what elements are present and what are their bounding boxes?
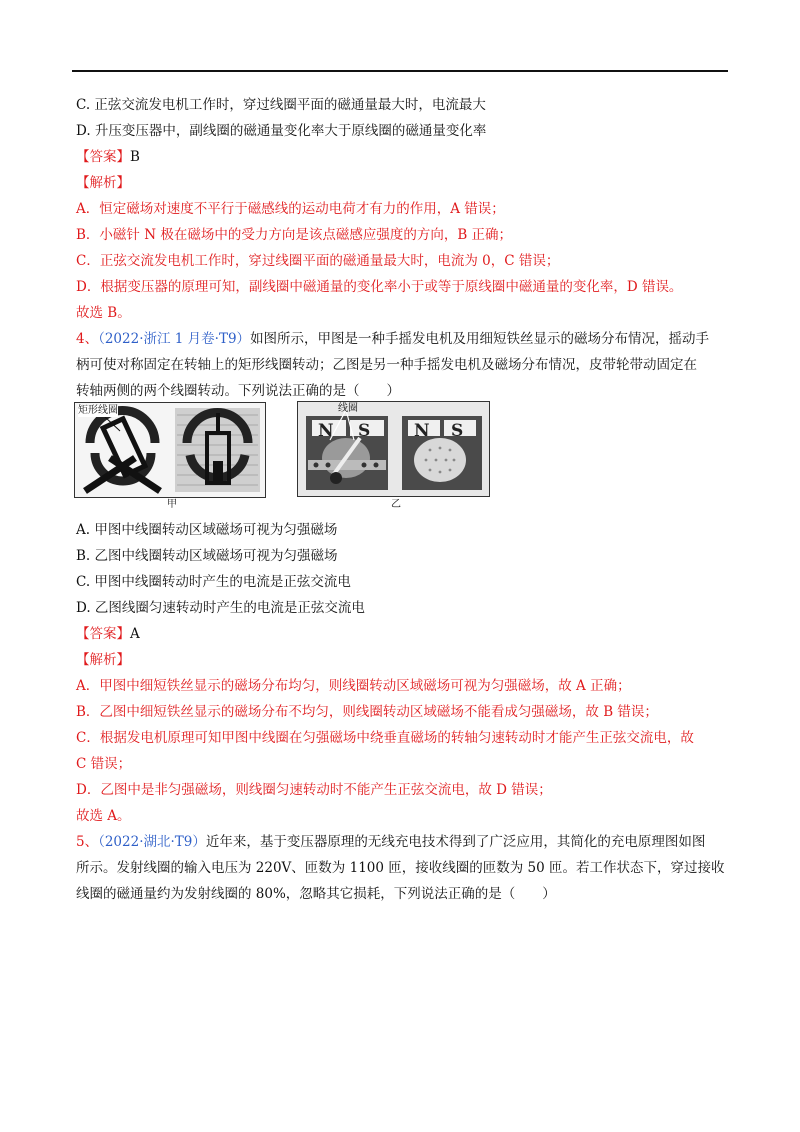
q3-analysis-label: 【解析】 xyxy=(76,175,130,191)
q4-stem-text: 如图所示，甲图是一种手摇发电机及用细短铁丝显示的磁场分布情况，摇动手 xyxy=(250,331,710,347)
pole-n-left: N xyxy=(318,421,334,441)
q3-option-c: C. 正弦交流发电机工作时，穿过线圈平面的磁通量最大时，电流最大 xyxy=(76,97,486,113)
q4-analysis-c: C．根据发电机原理可知甲图中线圈在匀强磁场中绕垂直磁场的转轴匀速转动时才能产生正弦交流电，故 xyxy=(76,730,694,746)
header-rule xyxy=(72,70,728,72)
q3-answer xyxy=(76,147,736,167)
q4-option-c: C. 甲图中线圈转动时产生的电流是正弦交流电 xyxy=(76,574,351,590)
pole-s-right: S xyxy=(451,421,464,441)
q4-option-b: B. 乙图中线圈转动区域磁场可视为匀强磁场 xyxy=(76,548,338,564)
pole-s-left: S xyxy=(358,421,371,441)
pole-n-right: N xyxy=(414,421,430,441)
figure-jia-illustration xyxy=(75,403,265,497)
figure-yi xyxy=(297,401,490,497)
caption-jia: 甲 xyxy=(167,499,177,510)
q4-stem-line-3: 转轴两侧的两个线圈转动。下列说法正确的是（ ） xyxy=(76,383,400,399)
answer-value: B xyxy=(130,149,140,165)
q4-source: （2022·浙江 1 月卷·T9） xyxy=(98,331,251,347)
q4-conclusion: 故选 A。 xyxy=(76,808,131,824)
answer-label: 【答案】 xyxy=(76,149,130,165)
q3-analysis-a: A．恒定磁场对速度不平行于磁感线的运动电荷才有力的作用，A 错误； xyxy=(76,201,505,217)
answer-label: 【答案】 xyxy=(76,626,130,642)
figure-yi-illustration xyxy=(298,402,489,496)
q4-option-d: D. 乙图线圈匀速转动时产生的电流是正弦交流电 xyxy=(76,600,365,616)
q4-number: 4、 xyxy=(76,331,99,347)
q5-source: （2022·湖北·T9） xyxy=(98,834,206,850)
q4-analysis-a: A．甲图中细短铁丝显示的磁场分布均匀，则线圈转动区域磁场可视为匀强磁场，故 A 正确； xyxy=(76,678,631,694)
q3-analysis-c: C．正弦交流发电机工作时，穿过线圈平面的磁通量最大时，电流为 0，C 错误； xyxy=(76,253,560,269)
q5-stem-line-3: 线圈的磁通量约为发射线圈的 80%，忽略其它损耗，下列说法正确的是（ ） xyxy=(76,886,556,902)
q5-stem-line-1 xyxy=(76,832,736,852)
q4-stem-line-2: 柄可使对称固定在转轴上的矩形线圈转动；乙图是另一种手摇发电机及磁场分布情况，皮带轮带动固定在 xyxy=(76,357,697,373)
q5-stem-line-2: 所示。发射线圈的输入电压为 220V、匝数为 1100 匝，接收线圈的匝数为 50 匝。若工作状态下，穿过接收 xyxy=(76,860,725,876)
q3-analysis-d: D．根据变压器的原理可知，副线圈中磁通量的变化率小于或等于原线圈中磁通量的变化率，D 错误。 xyxy=(76,279,683,295)
q3-analysis-b: B．小磁针 N 极在磁场中的受力方向是该点磁感应强度的方向，B 正确； xyxy=(76,227,513,243)
q4-stem-line-1 xyxy=(76,329,736,349)
figure-jia xyxy=(74,402,266,498)
q4-analysis-b: B．乙图中细短铁丝显示的磁场分布不均匀，则线圈转动区域磁场不能看成匀强磁场，故 B 错误； xyxy=(76,704,658,720)
label-rectangular-coil: 矩形线圈 xyxy=(78,405,118,416)
q4-analysis-label: 【解析】 xyxy=(76,652,130,668)
q4-answer xyxy=(76,624,736,644)
q5-number: 5、 xyxy=(76,834,99,850)
q4-analysis-d: D．乙图中是非匀强磁场，则线圈匀速转动时不能产生正弦交流电，故 D 错误； xyxy=(76,782,552,798)
q3-conclusion: 故选 B。 xyxy=(76,305,131,321)
answer-value: A xyxy=(130,626,140,642)
label-coil: 线圈 xyxy=(338,403,358,414)
q5-stem-text: 近年来，基于变压器原理的无线充电技术得到了广泛应用，其简化的充电原理图如图 xyxy=(205,834,706,850)
q3-option-d: D. 升压变压器中，副线圈的磁通量变化率大于原线圈的磁通量变化率 xyxy=(76,123,487,139)
q4-analysis-c-cont: C 错误； xyxy=(76,756,132,772)
caption-yi: 乙 xyxy=(391,499,401,510)
q4-option-a: A. 甲图中线圈转动区域磁场可视为匀强磁场 xyxy=(76,522,338,538)
